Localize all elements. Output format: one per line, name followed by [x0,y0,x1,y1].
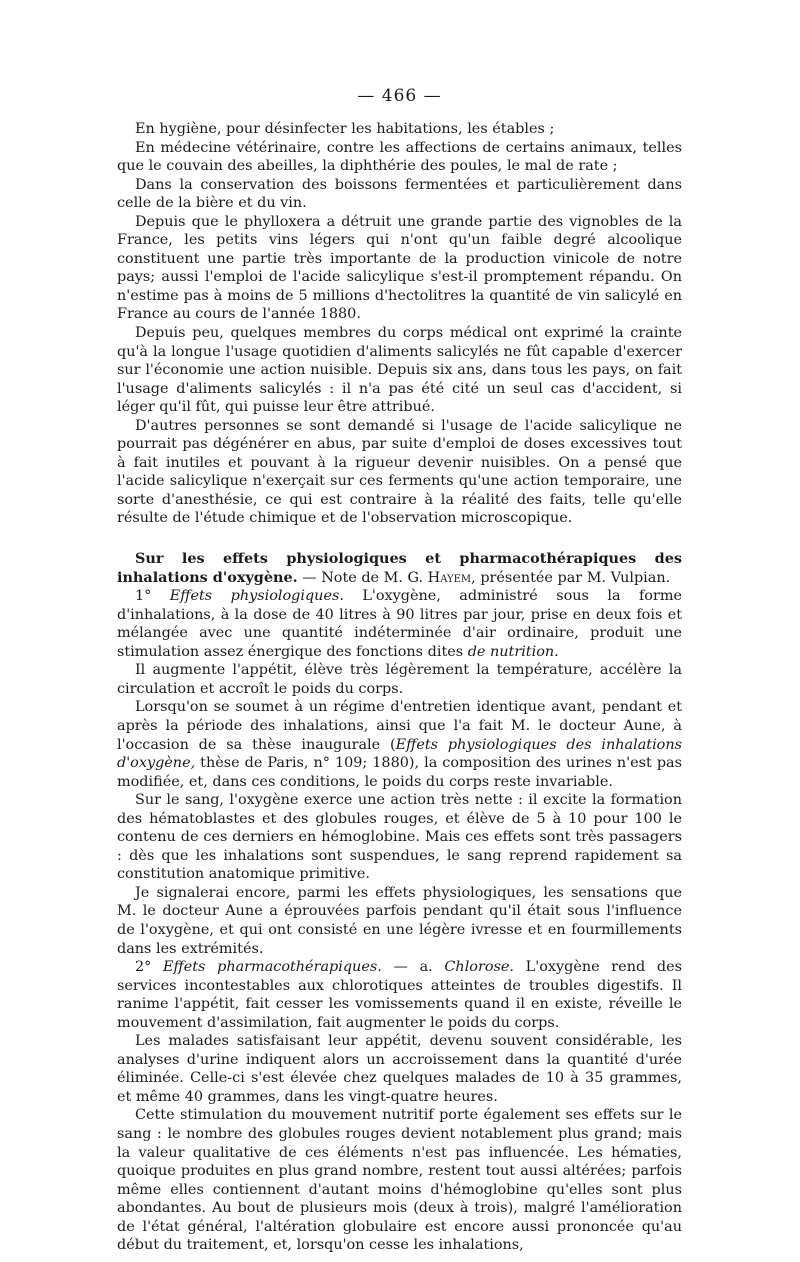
document-page [117,86,682,1255]
thesis-title: Effets physiologiques des inhalations d'oxygène, [117,736,682,772]
paragraph-appetite: Il augmente l'appétit, élève très légèrement la température, accélère la circulation et accroît le poids du corps. [117,662,682,697]
paragraph-text: L'oxygène rend des services incontestables aux chlorotiques atteintes de troubles digestifs. Il ranime l'appétit, fait cesser les vomissements quand il en existe, réveille le mouvement d'assimilation, fait augmenter le poids du corps. [117,959,682,1031]
paragraph-text: L'oxygène, administré sous la forme d'inhalations, à la dose de 40 litres à 90 litres par jour, prise en deux fois et mélangée avec une quantité indéterminée d'air ordinaire, produit une stimulation assez énergique des fonctions dites [117,588,682,660]
section-heading [117,550,682,587]
paragraph-medical-concern: Depuis peu, quelques membres du corps médical ont exprimé la crainte qu'à la longue l'usage quotidien d'aliments salicylés ne fût capable d'exercer sur l'économie une action nuisible. Depuis six ans, dans tous les pays, on fait l'usage d'aliments salicylés : il n'a pas été cité un seul cas d'accident, si léger qu'il fût, qui puisse leur être attribué. [117,325,682,416]
paragraph-abuse-concern: D'autres personnes se sont demandé si l'usage de l'acide salicylique ne pourrait pas dégénérer en abus, par suite d'emploi de doses excessives tout à fait inutiles et pouvant à la rigueur devenir nuisibles. On a pensé que l'acide salicylique n'exerçait sur ces ferments qu'une action temporaire, une sorte d'anesthésie, ce qui est contraire à la réalité des faits, telle qu'elle résulte de l'étude chimique et de l'observation microscopique. [117,417,682,527]
paragraph-text: — a. [381,959,445,976]
emphasis-nutrition: de nutrition. [467,643,559,660]
item-number: 2° [135,959,164,976]
paragraph-hygiene: En hygiène, pour désinfecter les habitations, les étables ; [135,121,555,137]
paragraph-physiological-effects [117,587,682,661]
paragraph-phylloxera: Depuis que le phylloxera a détruit une grande partie des vignobles de la France, les petits vins légers qui n'ont qu'un faible degré alcoolique constituent une partie très importante de la production vinicole de notre pays; aussi l'emploi de l'acide salicylique s'est-il promptement répandu. On n'estime pas à moins de 5 millions d'hectolitres la quantité de vin salicylé en France au cours de l'année 1880. [117,213,682,323]
section-title-note: — Note de M. G. [297,569,428,586]
paragraph-pharmacotherapeutic [117,958,682,1032]
section-gap [117,528,682,550]
paragraph-beverages: Dans la conservation des boissons fermentées et particulièrement dans celle de la bière et du vin. [117,176,682,212]
item-number: 1° [135,588,170,605]
paragraph-text: thèse de Paris, n° 109; 1880), la composition des urines n'est pas modifiée, et, dans ces conditions, le poids du corps reste invariable. [117,755,682,790]
paragraph-blood: Sur le sang, l'oxygène exerce une action très nette : il excite la formation des hématoblastes et des globules rouges, et élève de 5 à 10 pour 100 le contenu de ces derniers en hémoglobine. Mais ces effets sont très passagers : dès que les inhalations sont suspendues, le sang reprend rapidement sa constitution anatomique primitive. [117,792,682,883]
paragraph-veterinary: En médecine vétérinaire, contre les affections de certains animaux, telles que le couvain des abeilles, la diphthérie des poules, le mal de rate ; [117,139,682,175]
subheading-physiological: Effets physiologiques. [169,588,344,605]
subheading-pharmacotherapeutic: Effets pharmacothérapiques. [163,959,382,976]
paragraph-sensations: Je signalerai encore, parmi les effets physiologiques, les sensations que M. le docteur Aune a éprouvées parfois pendant qu'il était sous l'influence de l'oxygène, et qui ont consisté en une légère ivresse et en fourmillements dans les extrémités. [117,884,682,957]
author-name: Hayem [427,569,472,586]
paragraph-text: Lorsqu'on se soumet à un régime d'entretien identique avant, pendant et après la période des inhalations, ainsi que l'a fait M. le docteur Aune, à l'occasion de sa thèse inaugurale ( [117,699,682,753]
paragraph-regime [117,698,682,791]
subheading-chlorosis: Chlorose. [444,959,514,976]
page-number: — 466 — [357,86,442,106]
paragraph-stimulation: Cette stimulation du mouvement nutritif porte également ses effets sur le sang : le nombre des globules rouges devient notablement plus grand; mais la valeur qualitative de ces éléments n'est pas influencée. Les hématies, quoique produites en plus grand nombre, restent tout aussi altérées; parfois même elles contiennent d'autant moins d'hémoglobine qu'elles sont plus abondantes. Au bout de plusieurs mois (deux à trois), malgré l'amélioration de l'état général, l'altération globulaire est encore aussi prononcée qu'au début du traitement, et, lorsqu'on cesse les inhalations, [117,1107,682,1254]
section-title-presenter: , présentée par M. Vulpian. [471,569,671,586]
paragraph-urine: Les malades satisfaisant leur appétit, devenu souvent considérable, les analyses d'urine indiquent alors un accroissement dans la quantité d'urée éliminée. Celle-ci s'est élevée chez quelques malades de 10 à 35 grammes, et même 40 grammes, dans les vingt-quatre heures. [117,1033,682,1105]
section-title: Sur les effets physiologiques et pharmacothérapiques des inhalations d'oxygène. [117,550,682,586]
